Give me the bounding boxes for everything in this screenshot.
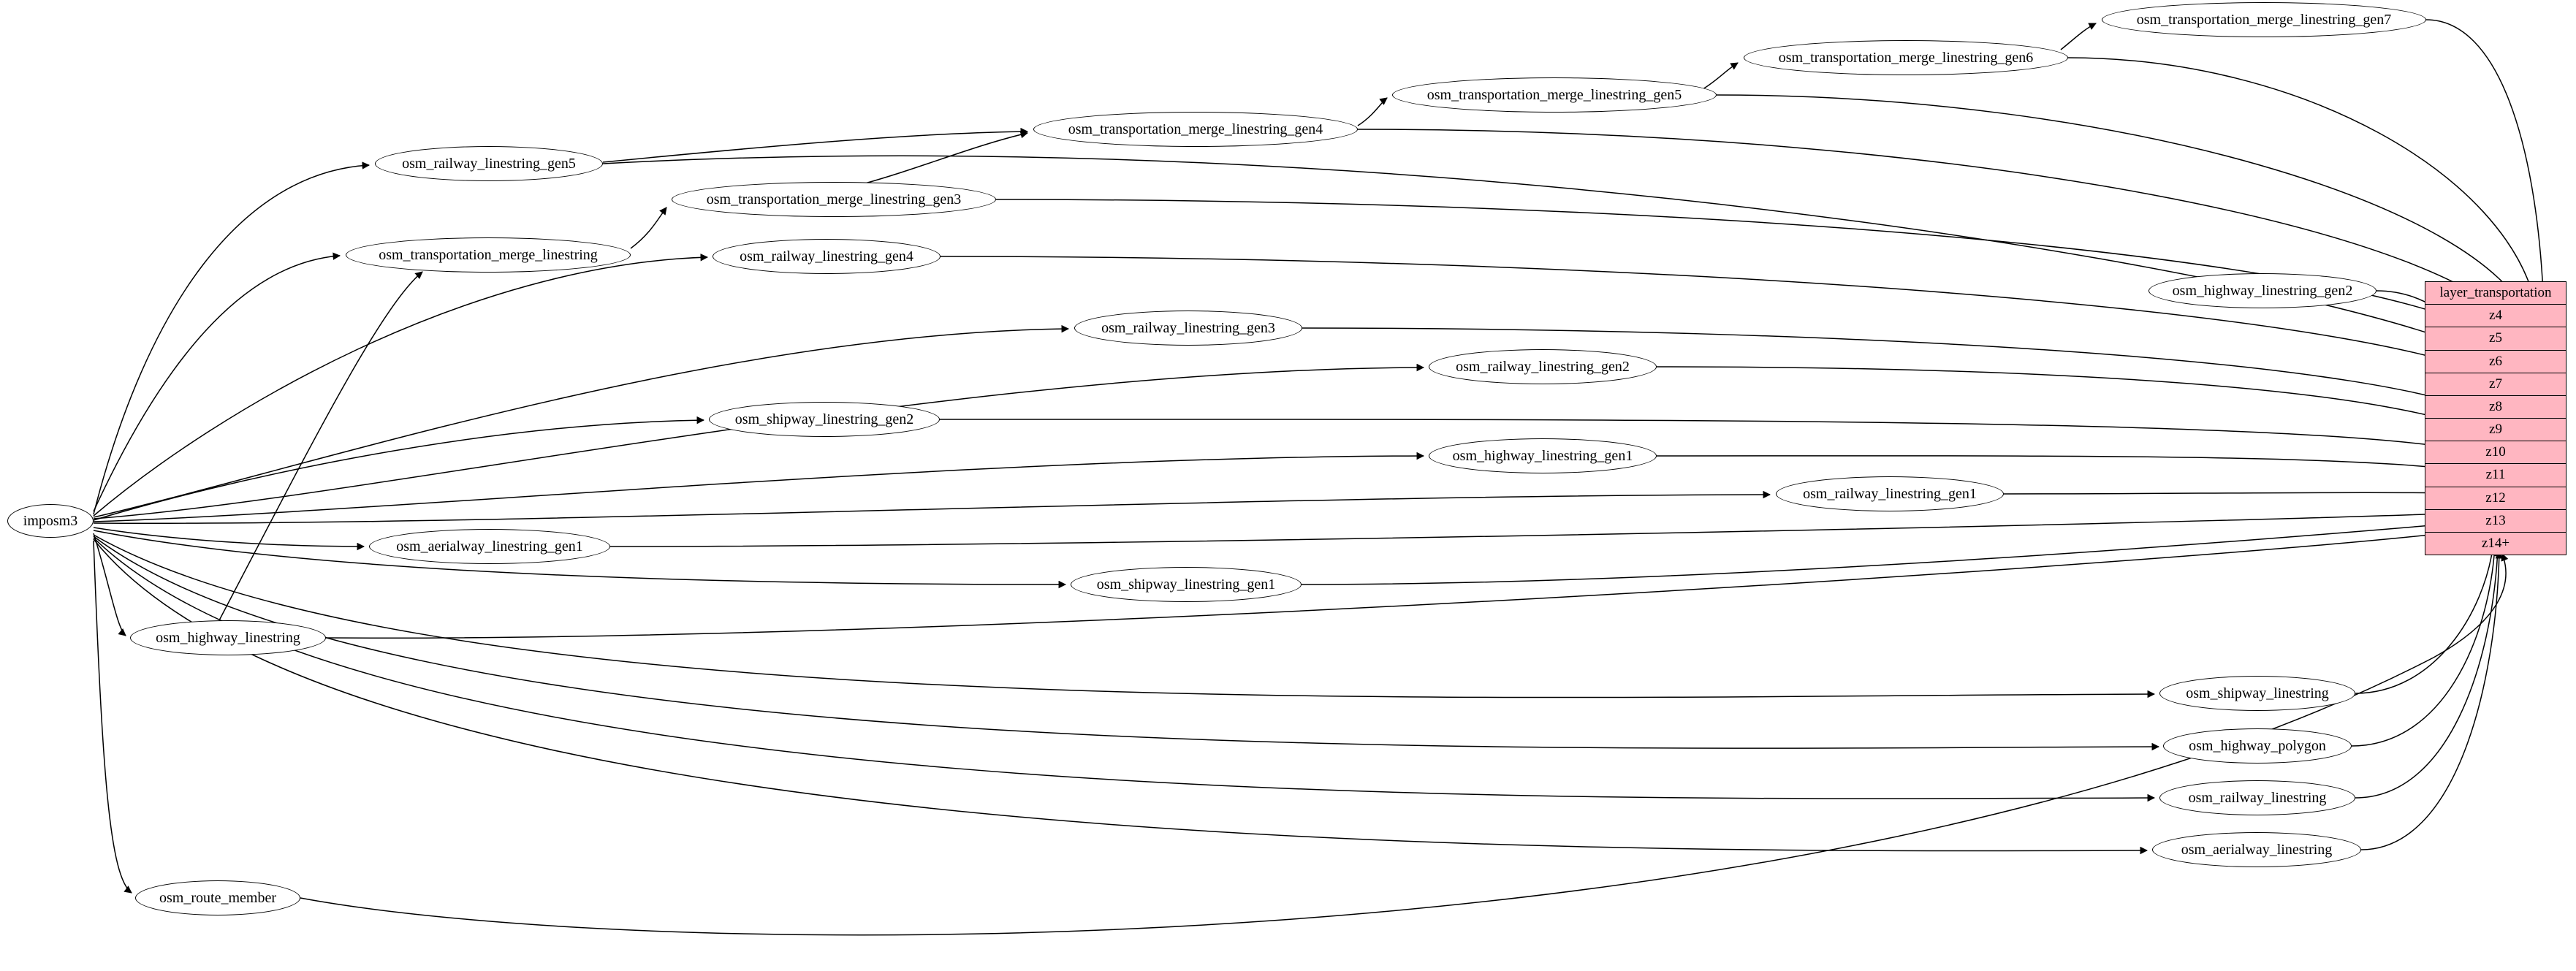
edge-shipway-gen1-layer: [1302, 520, 2492, 584]
node-label: osm_railway_linestring_gen2: [1456, 358, 1630, 375]
zoom-row-z5[interactable]: z5: [2425, 327, 2566, 350]
edge-railway-gen2-layer: [1657, 367, 2502, 441]
node-label: osm_highway_polygon: [2189, 737, 2326, 754]
edge-imposm3-railway-gen5: [94, 165, 369, 514]
edge-merge-gen4-merge-gen5: [1358, 98, 1387, 126]
node-osm-railway-linestring-gen3[interactable]: [1074, 311, 1302, 346]
node-osm-railway-linestring-gen1[interactable]: [1776, 476, 2004, 511]
node-layer-transportation[interactable]: [2425, 281, 2566, 555]
edge-railway-gen5-merge-gen4: [603, 132, 1027, 162]
node-label: osm_shipway_linestring: [2186, 685, 2329, 701]
zoom-row-z11[interactable]: z11: [2425, 464, 2566, 487]
zoom-row-z10[interactable]: z10: [2425, 441, 2566, 464]
zoom-row-z13[interactable]: z13: [2425, 510, 2566, 533]
node-osm-highway-polygon[interactable]: [2163, 728, 2352, 764]
node-osm-shipway-linestring-gen1[interactable]: [1071, 567, 1302, 602]
edge-imposm3-shipway-linestring: [94, 535, 2154, 698]
node-osm-highway-linestring[interactable]: [130, 620, 326, 655]
node-label: osm_shipway_linestring_gen1: [1096, 576, 1276, 593]
zoom-row-z9[interactable]: z9: [2425, 419, 2566, 441]
edge-merge-gen6-layer: [2068, 58, 2536, 305]
edge-imposm3-highway-polygon: [94, 536, 2159, 748]
zoom-row-z14plus[interactable]: z14+: [2425, 533, 2566, 555]
edge-merge-gen6-merge-gen7: [2061, 23, 2096, 50]
node-osm-highway-linestring-gen1[interactable]: [1429, 438, 1657, 473]
node-imposm3[interactable]: [7, 504, 94, 538]
edge-merge-gen7-layer: [2426, 20, 2543, 292]
edge-merge-linestring-merge-gen3: [631, 207, 666, 248]
node-label: osm_railway_linestring: [2188, 789, 2327, 806]
layer-title-row: layer_transportation: [2425, 282, 2566, 305]
node-label: osm_railway_linestring_gen5: [402, 155, 576, 172]
node-label: osm_aerialway_linestring: [2181, 841, 2333, 858]
node-label: imposm3: [23, 512, 78, 529]
edge-merge-gen3-merge-gen4: [862, 133, 1027, 184]
node-osm-railway-linestring-gen5[interactable]: [375, 146, 603, 181]
node-label: osm_highway_linestring_gen2: [2172, 282, 2353, 299]
node-osm-transportation-merge-linestring-gen5[interactable]: [1392, 77, 1717, 113]
node-osm-shipway-linestring-gen2[interactable]: [709, 402, 940, 437]
zoom-row-z4[interactable]: z4: [2425, 305, 2566, 327]
zoom-row-z8[interactable]: z8: [2425, 396, 2566, 419]
node-label: osm_transportation_merge_linestring: [379, 246, 598, 263]
node-osm-transportation-merge-linestring-gen4[interactable]: [1033, 112, 1358, 147]
edge-highway-gen1-layer: [1657, 456, 2498, 476]
node-osm-shipway-linestring[interactable]: [2159, 676, 2355, 711]
node-label: osm_transportation_merge_linestring_gen7: [2136, 11, 2392, 28]
edge-highway-polygon-layer: [2352, 547, 2495, 746]
node-osm-aerialway-linestring-gen1[interactable]: [369, 529, 610, 564]
edge-highway-linestring-layer: [326, 528, 2490, 638]
zoom-row-z6[interactable]: z6: [2425, 351, 2566, 373]
node-osm-railway-linestring-gen2[interactable]: [1429, 349, 1657, 384]
node-osm-transportation-merge-linestring-gen3[interactable]: [672, 182, 996, 217]
edge-imposm3-route-member: [94, 541, 132, 893]
edge-shipway-gen2-layer: [940, 419, 2499, 459]
node-label: osm_transportation_merge_linestring_gen3: [706, 191, 962, 207]
edge-highway-linestring-merge-linestring: [219, 272, 422, 620]
node-osm-transportation-merge-linestring-gen7[interactable]: [2102, 2, 2426, 37]
node-osm-railway-linestring[interactable]: [2159, 780, 2355, 815]
node-osm-transportation-merge-linestring[interactable]: [346, 237, 631, 273]
node-label: osm_transportation_merge_linestring_gen5: [1426, 86, 1682, 103]
edge-aerialway-gen1-layer: [610, 511, 2493, 547]
zoom-row-z12[interactable]: z12: [2425, 487, 2566, 510]
edge-imposm3-merge-linestring: [94, 256, 340, 511]
edge-merge-gen5-layer: [1717, 95, 2530, 321]
node-label: osm_railway_linestring_gen4: [740, 248, 913, 264]
edge-merge-gen4-layer: [1358, 129, 2525, 338]
edge-merge-gen5-merge-gen6: [1703, 63, 1738, 89]
node-label: osm_transportation_merge_linestring_gen4: [1068, 121, 1323, 137]
node-label: osm_railway_linestring_gen1: [1803, 485, 1977, 502]
edge-imposm3-aerialway-gen1: [94, 528, 364, 547]
node-osm-route-member[interactable]: [135, 880, 300, 915]
edge-railway-gen1-layer: [2004, 492, 2495, 494]
node-osm-aerialway-linestring[interactable]: [2152, 832, 2361, 867]
zoom-row-z7[interactable]: z7: [2425, 373, 2566, 396]
edge-imposm3-railway-gen2: [94, 368, 1424, 519]
edge-shipway-linestring-layer: [2355, 544, 2493, 693]
node-label: osm_shipway_linestring_gen2: [734, 411, 914, 427]
node-label: osm_highway_linestring: [156, 629, 300, 646]
node-label: osm_railway_linestring_gen3: [1101, 319, 1275, 336]
edge-railway-linestring-layer: [2355, 549, 2498, 798]
node-label: osm_aerialway_linestring_gen1: [396, 538, 583, 555]
node-label: osm_route_member: [159, 889, 276, 906]
edge-imposm3-railway-gen1: [94, 495, 1770, 523]
node-osm-railway-linestring-gen4[interactable]: [713, 239, 941, 274]
node-osm-transportation-merge-linestring-gen6[interactable]: [1744, 40, 2068, 75]
node-label: osm_transportation_merge_linestring_gen6: [1778, 49, 2034, 66]
node-label: osm_highway_linestring_gen1: [1452, 447, 1633, 464]
node-osm-highway-linestring-gen2[interactable]: [2148, 273, 2376, 308]
edge-aerialway-linestring-layer: [2361, 552, 2499, 850]
